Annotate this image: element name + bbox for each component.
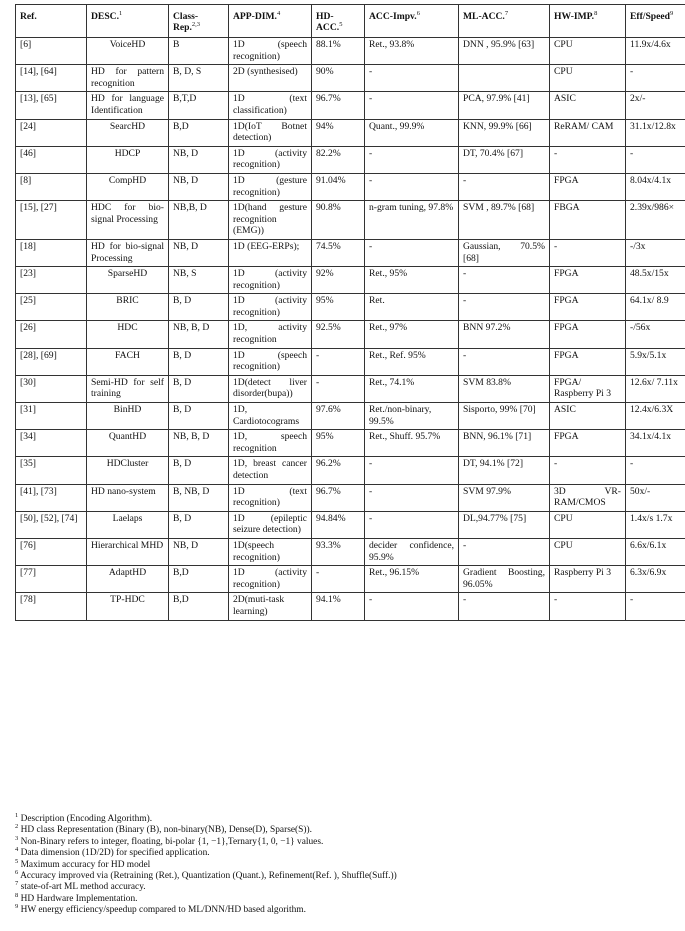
header-label: Eff/Speed: [630, 11, 670, 22]
table-header: [16, 5, 685, 38]
cell-hd-acc: 92.5%: [312, 321, 365, 348]
cell-eff-speed: 48.5x/15x: [626, 267, 685, 294]
cell-hd-acc: 82.2%: [312, 146, 365, 173]
footnote: [15, 882, 675, 893]
cell-desc: HDC: [87, 321, 169, 348]
cell-ml-acc: PCA, 97.9% [41]: [459, 92, 550, 119]
cell-hd-acc: 95%: [312, 294, 365, 321]
cell-desc: VoiceHD: [87, 38, 169, 65]
cell-class-rep: B: [169, 38, 229, 65]
header-hw-imp: [550, 5, 626, 38]
cell-class-rep: B, D: [169, 511, 229, 538]
cell-class-rep: B, D: [169, 375, 229, 402]
footnotes: [15, 811, 675, 917]
cell-ref: [26]: [16, 321, 87, 348]
cell-ref: [78]: [16, 593, 87, 620]
footnote-text: Data dimension (1D/2D) for specified application.: [20, 848, 210, 859]
cell-hw-imp: FBGA: [550, 201, 626, 240]
cell-ml-acc: -: [459, 173, 550, 200]
cell-ml-acc: [459, 65, 550, 92]
cell-acc-impv: -: [365, 239, 459, 266]
footnote-number: 3: [15, 834, 19, 842]
footnote-text: HD class Representation (Binary (B), non-binary(NB), Dense(D), Sparse(S)).: [20, 825, 312, 836]
cell-eff-speed: 6.3x/6.9x: [626, 566, 685, 593]
footnote-text: Non-Binary refers to integer, floating, bi-polar {1, −1},Ternary{1, 0, −1} values.: [20, 836, 324, 847]
cell-hw-imp: ASIC: [550, 403, 626, 430]
header-footnote-mark: 1: [119, 9, 123, 17]
cell-eff-speed: 5.9x/5.1x: [626, 348, 685, 375]
table-body: [16, 38, 685, 621]
cell-ml-acc: Sisporto, 99% [70]: [459, 403, 550, 430]
cell-app-dim: 1D (activity recognition): [229, 566, 312, 593]
cell-hd-acc: 94.84%: [312, 511, 365, 538]
cell-eff-speed: 12.6x/ 7.11x: [626, 375, 685, 402]
table-row: [16, 593, 685, 620]
cell-hd-acc: -: [312, 566, 365, 593]
cell-ml-acc: DT, 94.1% [72]: [459, 457, 550, 484]
cell-class-rep: B, NB, D: [169, 484, 229, 511]
cell-ml-acc: Gradient Boosting, 96.05%: [459, 566, 550, 593]
header-label: APP-DIM.: [233, 11, 277, 22]
cell-ml-acc: -: [459, 294, 550, 321]
cell-ref: [30]: [16, 375, 87, 402]
cell-class-rep: NB, S: [169, 267, 229, 294]
cell-eff-speed: 2x/-: [626, 92, 685, 119]
cell-class-rep: NB,B, D: [169, 201, 229, 240]
table-row: [16, 267, 685, 294]
cell-hd-acc: 96.7%: [312, 92, 365, 119]
footnote: [15, 811, 675, 825]
cell-acc-impv: decider confidence, 95.9%: [365, 538, 459, 565]
cell-hw-imp: FPGA: [550, 267, 626, 294]
cell-hw-imp: Raspberry Pi 3: [550, 566, 626, 593]
cell-class-rep: B,D: [169, 593, 229, 620]
cell-eff-speed: 6.6x/6.1x: [626, 538, 685, 565]
cell-app-dim: 1D, Cardiotocograms: [229, 403, 312, 430]
header-footnote-mark: 8: [594, 9, 598, 17]
cell-app-dim: 1D(detect liver disorder(bupa)): [229, 375, 312, 402]
cell-hw-imp: FPGA: [550, 348, 626, 375]
comparison-table: [15, 4, 685, 621]
cell-class-rep: B,D: [169, 119, 229, 146]
footnote-number: 2: [15, 823, 19, 831]
header-label: Ref.: [20, 11, 37, 22]
cell-hd-acc: 97.6%: [312, 403, 365, 430]
cell-eff-speed: 12.4x/6.3X: [626, 403, 685, 430]
table-row: [16, 375, 685, 402]
table-row: [16, 566, 685, 593]
table-row: [16, 294, 685, 321]
cell-ml-acc: SVM 97.9%: [459, 484, 550, 511]
cell-desc: HD for bio-signal Processing: [87, 239, 169, 266]
footnote: [15, 905, 675, 916]
cell-ref: [13], [65]: [16, 92, 87, 119]
cell-class-rep: NB, B, D: [169, 321, 229, 348]
cell-hd-acc: 88.1%: [312, 38, 365, 65]
cell-eff-speed: 11.9x/4.6x: [626, 38, 685, 65]
cell-eff-speed: 8.04x/4.1x: [626, 173, 685, 200]
table-row: [16, 65, 685, 92]
cell-hw-imp: CPU: [550, 538, 626, 565]
cell-acc-impv: -: [365, 457, 459, 484]
footnote: [15, 848, 675, 859]
cell-acc-impv: Ret., 96.15%: [365, 566, 459, 593]
cell-ml-acc: -: [459, 593, 550, 620]
header-label: ACC-Impv.: [369, 11, 417, 22]
cell-desc: SparseHD: [87, 267, 169, 294]
cell-ref: [34]: [16, 430, 87, 457]
cell-desc: HD nano-system: [87, 484, 169, 511]
cell-desc: Hierarchical MHD: [87, 538, 169, 565]
cell-hw-imp: ASIC: [550, 92, 626, 119]
header-ml-acc: [459, 5, 550, 38]
table-row: [16, 239, 685, 266]
cell-ml-acc: -: [459, 348, 550, 375]
cell-ref: [46]: [16, 146, 87, 173]
cell-eff-speed: -: [626, 65, 685, 92]
cell-desc: QuantHD: [87, 430, 169, 457]
table-row: [16, 321, 685, 348]
cell-acc-impv: n-gram tuning, 97.8%: [365, 201, 459, 240]
header-label: Class-Rep.: [173, 11, 199, 33]
cell-hd-acc: 96.2%: [312, 457, 365, 484]
cell-app-dim: 1D (activity recognition): [229, 146, 312, 173]
cell-acc-impv: Ret., Shuff. 95.7%: [365, 430, 459, 457]
cell-hd-acc: -: [312, 375, 365, 402]
cell-acc-impv: -: [365, 92, 459, 119]
table-row: [16, 457, 685, 484]
cell-hw-imp: CPU: [550, 511, 626, 538]
cell-acc-impv: -: [365, 146, 459, 173]
footnote-text: HD Hardware Implementation.: [20, 893, 138, 904]
cell-ml-acc: DT, 70.4% [67]: [459, 146, 550, 173]
header-footnote-mark: 5: [339, 20, 343, 28]
cell-hd-acc: 74.5%: [312, 239, 365, 266]
cell-class-rep: NB, D: [169, 173, 229, 200]
table-row: [16, 538, 685, 565]
cell-app-dim: 1D (gesture recognition): [229, 173, 312, 200]
cell-acc-impv: Ret., 95%: [365, 267, 459, 294]
cell-desc: HDCP: [87, 146, 169, 173]
cell-ml-acc: SVM , 89.7% [68]: [459, 201, 550, 240]
header-label: ML-ACC.: [463, 11, 505, 22]
footnote-text: HW energy efficiency/speedup compared to ML/DNN/HD based algorithm.: [20, 905, 306, 916]
cell-app-dim: 1D (text classification): [229, 92, 312, 119]
cell-desc: HDC for bio-signal Processing: [87, 201, 169, 240]
header-app-dim: [229, 5, 312, 38]
cell-desc: FACH: [87, 348, 169, 375]
cell-hd-acc: 96.7%: [312, 484, 365, 511]
cell-desc: BRIC: [87, 294, 169, 321]
cell-acc-impv: Ret., 97%: [365, 321, 459, 348]
cell-ref: [31]: [16, 403, 87, 430]
table-row: [16, 92, 685, 119]
cell-ref: [50], [52], [74]: [16, 511, 87, 538]
table-row: [16, 484, 685, 511]
cell-class-rep: B,D: [169, 566, 229, 593]
footnote-number: 1: [15, 811, 19, 819]
cell-acc-impv: -: [365, 173, 459, 200]
footnote-number: 5: [15, 857, 19, 865]
table-row: [16, 38, 685, 65]
cell-ref: [23]: [16, 267, 87, 294]
table-row: [16, 119, 685, 146]
cell-hd-acc: 93.3%: [312, 538, 365, 565]
cell-acc-impv: Ret., Ref. 95%: [365, 348, 459, 375]
cell-hd-acc: 90.8%: [312, 201, 365, 240]
cell-acc-impv: -: [365, 484, 459, 511]
cell-desc: HD for language Identification: [87, 92, 169, 119]
cell-ml-acc: BNN, 96.1% [71]: [459, 430, 550, 457]
cell-class-rep: NB, B, D: [169, 430, 229, 457]
cell-hw-imp: -: [550, 457, 626, 484]
cell-desc: HD for pattern recognition: [87, 65, 169, 92]
cell-hw-imp: FPGA/ Raspberry Pi 3: [550, 375, 626, 402]
cell-desc: HDCluster: [87, 457, 169, 484]
cell-ml-acc: KNN, 99.9% [66]: [459, 119, 550, 146]
cell-app-dim: 1D(speech recognition): [229, 538, 312, 565]
header-ref: [16, 5, 87, 38]
cell-app-dim: 1D (speech recognition): [229, 38, 312, 65]
header-eff-speed: [626, 5, 685, 38]
cell-eff-speed: -: [626, 146, 685, 173]
cell-ml-acc: DNN , 95.9% [63]: [459, 38, 550, 65]
cell-acc-impv: Ret./non-binary, 99.5%: [365, 403, 459, 430]
cell-hw-imp: 3D VR-RAM/CMOS: [550, 484, 626, 511]
cell-class-rep: NB, D: [169, 146, 229, 173]
cell-ref: [35]: [16, 457, 87, 484]
cell-class-rep: B, D: [169, 457, 229, 484]
cell-class-rep: B, D, S: [169, 65, 229, 92]
cell-app-dim: 1D (EEG-ERPs);: [229, 239, 312, 266]
cell-class-rep: NB, D: [169, 239, 229, 266]
cell-desc: CompHD: [87, 173, 169, 200]
cell-class-rep: B, D: [169, 294, 229, 321]
cell-ref: [77]: [16, 566, 87, 593]
cell-hw-imp: FPGA: [550, 173, 626, 200]
cell-ref: [15], [27]: [16, 201, 87, 240]
cell-desc: Semi-HD for self training: [87, 375, 169, 402]
cell-app-dim: 1D(hand gesture recognition (EMG)): [229, 201, 312, 240]
footnote-number: 4: [15, 846, 19, 854]
cell-ref: [18]: [16, 239, 87, 266]
cell-class-rep: B,T,D: [169, 92, 229, 119]
cell-hd-acc: 92%: [312, 267, 365, 294]
cell-app-dim: 2D (synthesised): [229, 65, 312, 92]
cell-desc: SearcHD: [87, 119, 169, 146]
cell-desc: AdaptHD: [87, 566, 169, 593]
cell-eff-speed: 50x/-: [626, 484, 685, 511]
cell-class-rep: B, D: [169, 403, 229, 430]
cell-class-rep: NB, D: [169, 538, 229, 565]
cell-hw-imp: CPU: [550, 38, 626, 65]
cell-ml-acc: BNN 97.2%: [459, 321, 550, 348]
header-label: HD-ACC.: [316, 11, 340, 33]
footnote-number: 9: [15, 903, 19, 911]
cell-app-dim: 1D (activity recognition): [229, 267, 312, 294]
cell-ml-acc: DL,94.77% [75]: [459, 511, 550, 538]
header-label: DESC.: [91, 11, 119, 22]
header-acc-impv: [365, 5, 459, 38]
cell-ref: [8]: [16, 173, 87, 200]
cell-ref: [25]: [16, 294, 87, 321]
cell-desc: TP-HDC: [87, 593, 169, 620]
cell-hw-imp: -: [550, 593, 626, 620]
cell-eff-speed: -: [626, 457, 685, 484]
cell-hd-acc: 94.1%: [312, 593, 365, 620]
cell-app-dim: 1D, speech recognition: [229, 430, 312, 457]
header-desc: [87, 5, 169, 38]
footnote: [15, 891, 675, 905]
table-row: [16, 146, 685, 173]
cell-eff-speed: -: [626, 593, 685, 620]
cell-eff-speed: 64.1x/ 8.9: [626, 294, 685, 321]
cell-app-dim: 1D, breast cancer detection: [229, 457, 312, 484]
header-footnote-mark: 7: [504, 9, 509, 17]
cell-hw-imp: -: [550, 239, 626, 266]
cell-hw-imp: FPGA: [550, 294, 626, 321]
table-row: [16, 348, 685, 375]
header-label: HW-IMP.: [554, 11, 595, 22]
cell-hd-acc: -: [312, 348, 365, 375]
cell-ml-acc: -: [459, 267, 550, 294]
cell-acc-impv: Ret., 74.1%: [365, 375, 459, 402]
cell-acc-impv: Ret.: [365, 294, 459, 321]
cell-ref: [6]: [16, 38, 87, 65]
cell-ref: [76]: [16, 538, 87, 565]
footnote-number: 6: [15, 868, 19, 876]
cell-ref: [41], [73]: [16, 484, 87, 511]
cell-app-dim: 1D (epileptic seizure detection): [229, 511, 312, 538]
cell-acc-impv: -: [365, 65, 459, 92]
cell-class-rep: B, D: [169, 348, 229, 375]
cell-app-dim: 2D(muti-task learning): [229, 593, 312, 620]
footnote: [15, 857, 675, 871]
header-class-rep: [169, 5, 229, 38]
cell-hd-acc: 90%: [312, 65, 365, 92]
cell-acc-impv: -: [365, 593, 459, 620]
header-hd-acc: [312, 5, 365, 38]
cell-hw-imp: CPU: [550, 65, 626, 92]
cell-ref: [14], [64]: [16, 65, 87, 92]
cell-ml-acc: -: [459, 538, 550, 565]
footnote: [15, 825, 675, 836]
cell-desc: BinHD: [87, 403, 169, 430]
cell-ml-acc: SVM 83.8%: [459, 375, 550, 402]
cell-app-dim: 1D (speech recognition): [229, 348, 312, 375]
footnote: [15, 868, 675, 882]
header-footnote-mark: 4: [276, 9, 281, 17]
cell-hw-imp: -: [550, 146, 626, 173]
cell-hw-imp: FPGA: [550, 430, 626, 457]
header-row: [16, 5, 685, 38]
cell-hd-acc: 91.04%: [312, 173, 365, 200]
cell-ref: [24]: [16, 119, 87, 146]
footnote-text: state-of-art ML method accuracy.: [20, 882, 146, 893]
footnote-number: 8: [15, 891, 19, 899]
cell-eff-speed: 2.39x/986×: [626, 201, 685, 240]
table-row: [16, 201, 685, 240]
cell-hw-imp: FPGA: [550, 321, 626, 348]
cell-ml-acc: Gaussian, 70.5% [68]: [459, 239, 550, 266]
cell-desc: Laelaps: [87, 511, 169, 538]
cell-app-dim: 1D(IoT Botnet detection): [229, 119, 312, 146]
cell-eff-speed: 31.1x/12.8x: [626, 119, 685, 146]
footnote-text: Description (Encoding Algorithm).: [20, 814, 153, 824]
cell-acc-impv: Quant., 99.9%: [365, 119, 459, 146]
table-row: [16, 511, 685, 538]
cell-hd-acc: 95%: [312, 430, 365, 457]
table-row: [16, 403, 685, 430]
cell-eff-speed: 34.1x/4.1x: [626, 430, 685, 457]
cell-acc-impv: Ret., 93.8%: [365, 38, 459, 65]
footnote-text: Accuracy improved via (Retraining (Ret.), Quantization (Quant.), Refinement(Ref. ), Shuffle(Suff.)): [20, 871, 397, 882]
cell-app-dim: 1D (activity recognition): [229, 294, 312, 321]
cell-app-dim: 1D, activity recognition: [229, 321, 312, 348]
header-footnote-mark: 9: [669, 9, 674, 17]
cell-eff-speed: 1.4x/s 1.7x: [626, 511, 685, 538]
header-footnote-mark: 2,3: [191, 20, 201, 28]
header-footnote-mark: 6: [416, 9, 420, 17]
cell-eff-speed: -/3x: [626, 239, 685, 266]
cell-hd-acc: 94%: [312, 119, 365, 146]
footnote: [15, 834, 675, 848]
table-row: [16, 173, 685, 200]
cell-eff-speed: -/56x: [626, 321, 685, 348]
footnote-text: Maximum accuracy for HD model: [20, 859, 151, 870]
cell-hw-imp: ReRAM/ CAM: [550, 119, 626, 146]
cell-acc-impv: -: [365, 511, 459, 538]
cell-ref: [28], [69]: [16, 348, 87, 375]
cell-app-dim: 1D (text recognition): [229, 484, 312, 511]
footnote-number: 7: [15, 880, 19, 888]
table-row: [16, 430, 685, 457]
